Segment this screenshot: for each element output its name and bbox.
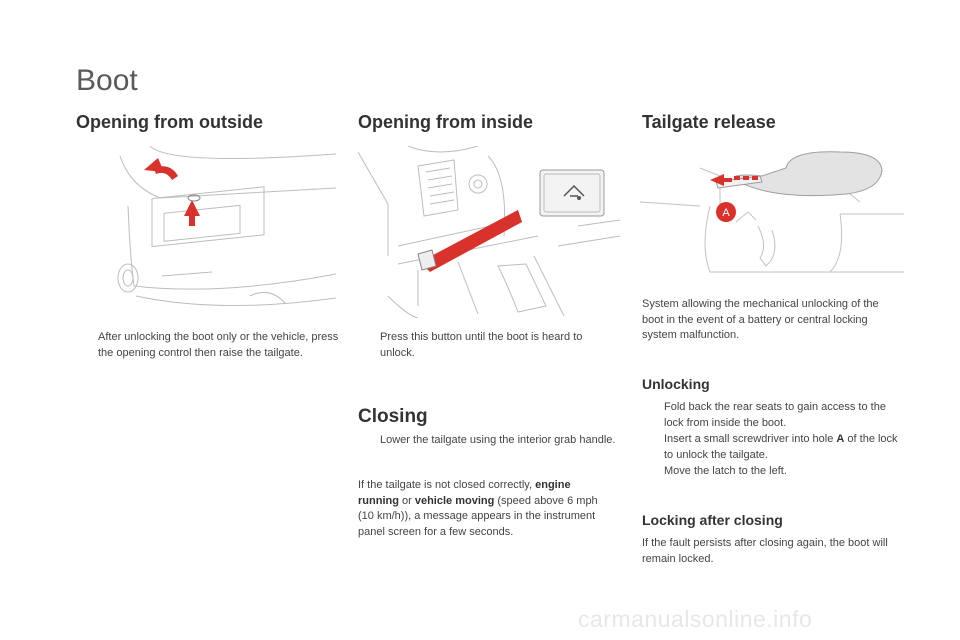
watermark: carmanualsonline.info: [578, 606, 813, 632]
list-item: Press this button until the boot is heard to unlock.: [380, 331, 583, 359]
list-item: Fold back the rear seats to gain access to the lock from inside the boot.: [664, 401, 886, 429]
figure-label-a: A: [722, 207, 730, 219]
page-title: Boot: [76, 64, 138, 97]
heading-unlocking: Unlocking: [642, 376, 710, 392]
list-item: Lower the tailgate using the interior grab handle.: [380, 434, 616, 446]
heading-opening-from-inside: Opening from inside: [358, 112, 534, 132]
list-item: Insert a small screwdriver into hole A of the lock to unlock the tailgate.: [664, 433, 898, 461]
bullet-list-opening-from-outside: [76, 330, 340, 362]
heading-opening-from-outside: Opening from outside: [76, 112, 263, 132]
figure-opening-from-outside: [100, 146, 336, 318]
tailgate-release-intro: System allowing the mechanical unlocking of the boot in the event of a battery or central locking system malfunction.: [642, 298, 879, 341]
figure-tailgate-release: [640, 146, 904, 276]
bullet-list-closing: [358, 433, 620, 450]
locking-paragraph: If the fault persists after closing again, the boot will remain locked.: [642, 537, 888, 565]
list-item: After unlocking the boot only or the vehicle, press the opening control then raise the tailgate.: [98, 331, 339, 359]
bullet-list-opening-from-inside: [358, 330, 620, 362]
bullet-list-unlocking: [642, 400, 908, 481]
figure-opening-from-inside: [358, 146, 620, 318]
heading-tailgate-release: Tailgate release: [642, 112, 776, 132]
heading-locking-after-closing: Locking after closing: [642, 512, 783, 528]
list-item: Move the latch to the left.: [664, 465, 787, 477]
heading-closing: Closing: [358, 406, 428, 427]
closing-paragraph: If the tailgate is not closed correctly, engine running or vehicle moving (speed above 6 mph (10 km/h)), a message appears in the instrument panel screen for a few seconds.: [358, 479, 598, 538]
